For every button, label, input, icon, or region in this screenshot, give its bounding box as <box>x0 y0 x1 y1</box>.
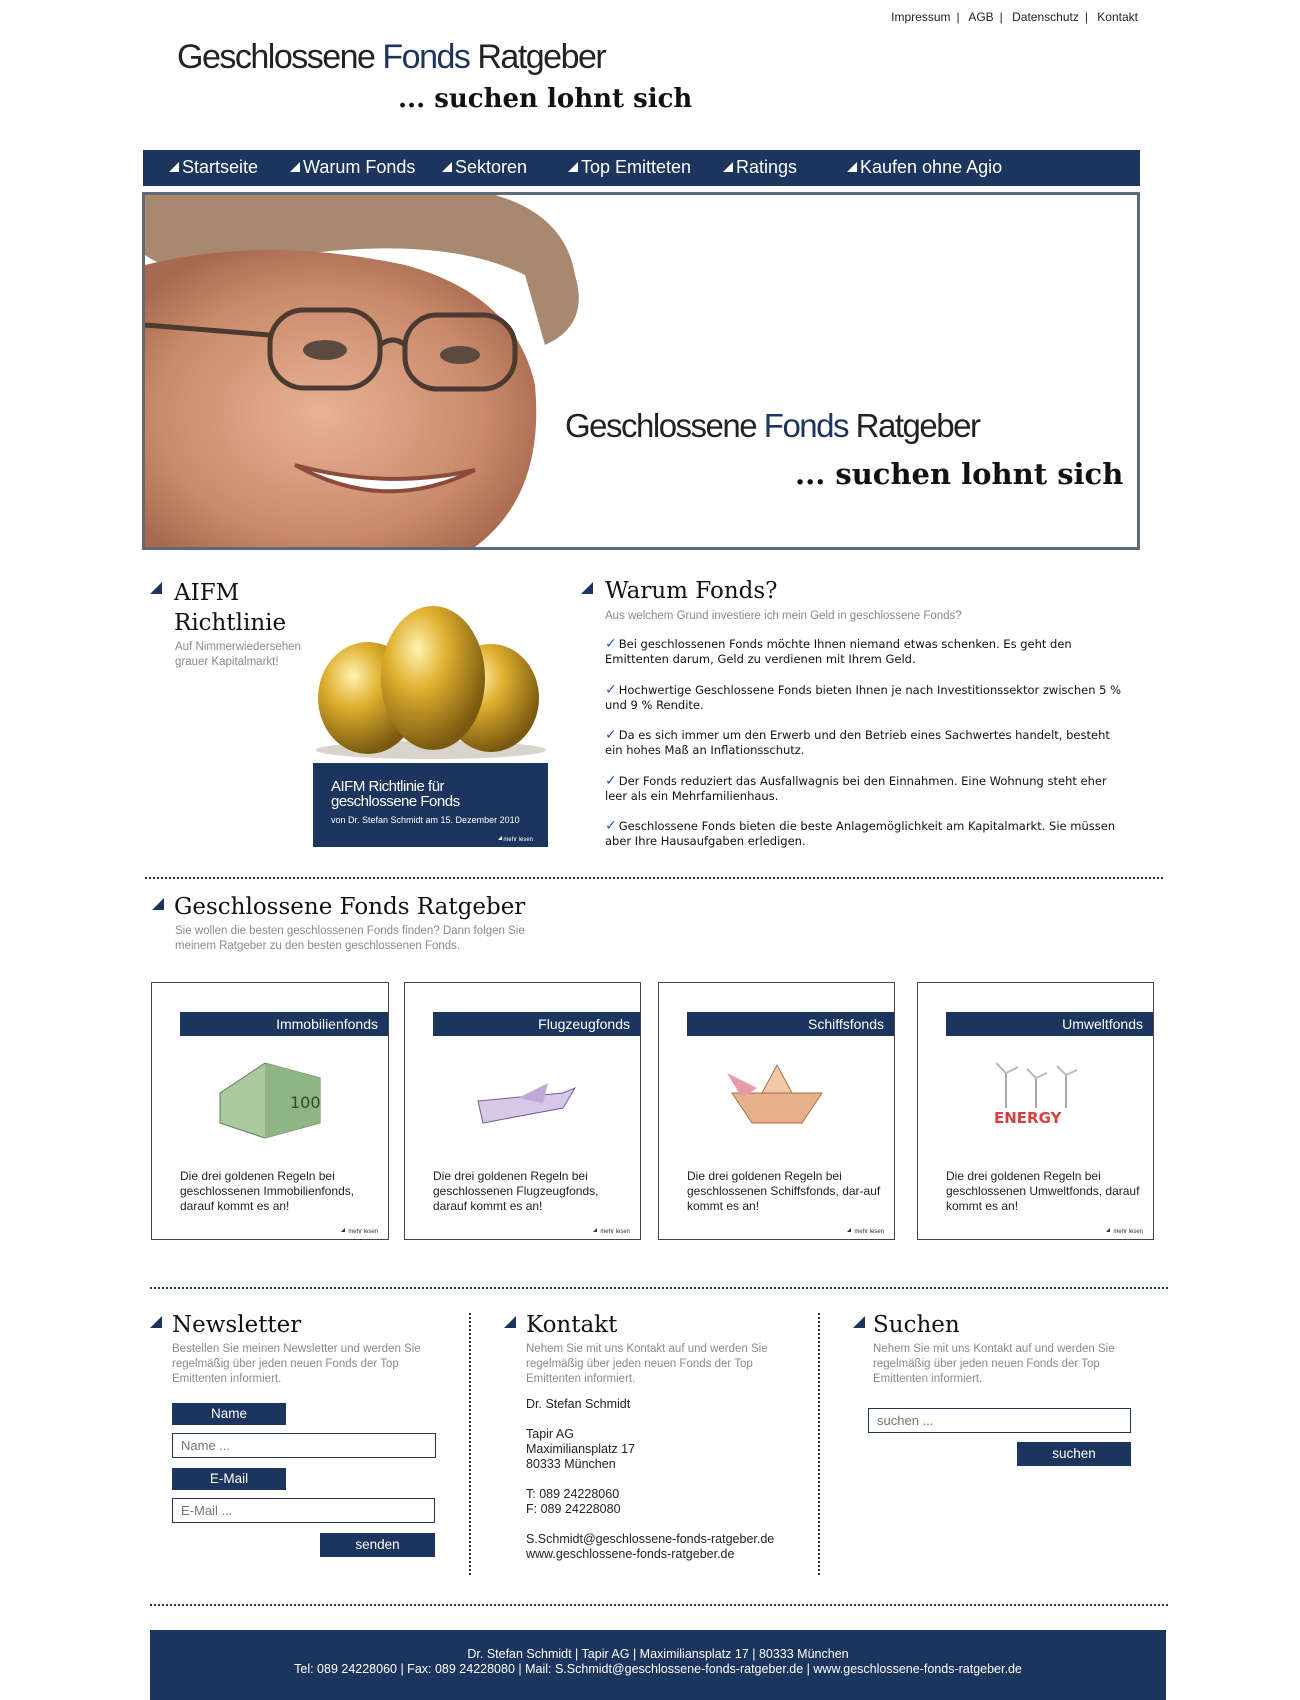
nav-ratings[interactable] <box>723 157 797 178</box>
hero-banner <box>142 192 1140 550</box>
impressum-link[interactable]: Impressum <box>891 10 951 24</box>
point-text: Geschlossene Fonds bieten die beste Anlagemöglichkeit am Kapitalmarkt. Sie müssen aber Ihre Hausaufgaben erledigen. <box>605 819 1116 848</box>
name-input[interactable] <box>172 1433 436 1458</box>
newsletter-title: Newsletter <box>172 1312 302 1338</box>
search-input[interactable] <box>868 1408 1131 1433</box>
column-divider <box>469 1313 471 1575</box>
column-divider <box>818 1313 820 1575</box>
triangle-icon <box>498 836 502 840</box>
triangle-icon <box>290 162 300 172</box>
nav-label: Top Emitteten <box>581 157 692 177</box>
contact-web-link[interactable]: www.geschlossene-fonds-ratgeber.de <box>526 1547 735 1561</box>
nav-label: Sektoren <box>455 157 528 177</box>
site-tagline: ... suchen lohnt sich <box>398 84 693 114</box>
nav-label: Ratings <box>736 157 798 177</box>
card-title: Flugzeugfonds <box>433 1012 640 1036</box>
aifm-title-line1: AIFM <box>174 580 240 606</box>
money-house-icon <box>210 1053 330 1143</box>
main-nav <box>143 150 1140 186</box>
footer-line-2: Tel: 089 24228060 | Fax: 089 24228080 | Mail: S.Schmidt@geschlossene-fonds-ratgeber.de | www.geschlossene-fonds-ratgeber.de <box>294 1662 1022 1676</box>
contact-fax: F: 089 24228080 <box>526 1502 621 1516</box>
nav-label: Kaufen ohne Agio <box>860 157 1003 177</box>
triangle-icon <box>150 1316 162 1328</box>
aifm-article-meta: von Dr. Stefan Schmidt am 15. Dezember 2010 <box>331 815 520 825</box>
paper-boat-icon <box>717 1053 837 1143</box>
point-text: Bei geschlossenen Fonds möchte Ihnen niemand etwas schenken. Es geht den Emittenten darum, Geld zu verdienen mit Ihrem Geld. <box>605 637 1072 666</box>
more-label: mehr lesen <box>854 1229 884 1235</box>
triangle-icon <box>442 162 452 172</box>
triangle-icon <box>341 1228 345 1232</box>
aifm-article-box[interactable] <box>313 763 548 847</box>
email-input[interactable] <box>172 1498 435 1523</box>
aifm-more-link[interactable] <box>498 836 533 843</box>
kontakt-title: Kontakt <box>526 1312 618 1338</box>
triangle-icon <box>853 1316 865 1328</box>
more-label: mehr lesen <box>503 837 533 843</box>
triangle-icon <box>152 898 164 910</box>
divider <box>150 1287 1168 1289</box>
warum-title: Warum Fonds? <box>605 578 778 604</box>
triangle-icon <box>847 1228 851 1232</box>
golden-eggs-image <box>313 600 549 760</box>
card-text: Die drei goldenen Regeln bei geschlossenen Immobilienfonds, darauf kommt es an! <box>180 1169 355 1213</box>
nav-top-emitteten[interactable] <box>568 157 691 178</box>
suchen-desc: Nehem Sie mit uns Kontakt auf und werden Sie regelmäßig über jeden neuen Fonds der Top Emittenten informiert. <box>873 1343 1115 1385</box>
contact-tel: T: 089 24228060 <box>526 1487 620 1501</box>
suchen-button[interactable]: suchen <box>1017 1442 1131 1466</box>
hero-logo-text-2: Ratgeber <box>848 407 980 444</box>
portrait-image <box>145 195 585 547</box>
card-immobilienfonds[interactable] <box>151 982 389 1240</box>
divider <box>150 1604 1168 1606</box>
name-label: Name <box>172 1403 286 1425</box>
check-icon: ✓ <box>605 773 617 789</box>
card-umweltfonds[interactable] <box>917 982 1154 1240</box>
warum-point <box>605 637 1125 667</box>
suchen-title: Suchen <box>873 1312 960 1338</box>
aifm-subtitle: Auf Nimmerwiedersehen grauer Kapitalmarkt! <box>175 641 301 668</box>
email-label: E-Mail <box>172 1468 286 1490</box>
contact-street: Maximiliansplatz 17 <box>526 1442 636 1456</box>
more-link[interactable] <box>341 1228 378 1235</box>
warum-point <box>605 774 1125 804</box>
more-label: mehr lesen <box>600 1229 630 1235</box>
nav-kaufen-ohne-agio[interactable] <box>847 157 1002 178</box>
triangle-icon <box>504 1316 516 1328</box>
agb-link[interactable]: AGB <box>968 10 994 24</box>
datenschutz-link[interactable]: Datenschutz <box>1012 10 1079 24</box>
hero-logo-text-1: Geschlossene <box>565 407 764 444</box>
site-logo[interactable] <box>177 38 605 77</box>
more-label: mehr lesen <box>348 1229 378 1235</box>
warum-subtitle: Aus welchem Grund investiere ich mein Geld in geschlossene Fonds? <box>605 610 962 622</box>
card-title: Schiffsfonds <box>687 1012 894 1036</box>
point-text: Da es sich immer um den Erwerb und den Betrieb eines Sachwertes handelt, besteht ein hohes Maß an Inflationsschutz. <box>605 728 1110 757</box>
hero-logo <box>565 407 979 445</box>
triangle-icon <box>581 582 593 594</box>
check-icon: ✓ <box>605 818 617 834</box>
money-text: 100 <box>290 1093 321 1112</box>
triangle-icon <box>1106 1228 1110 1232</box>
ratgeber-title: Geschlossene Fonds Ratgeber <box>174 894 526 920</box>
aifm-title <box>174 578 286 638</box>
hero-tagline: ... suchen lohnt sich <box>795 457 1124 491</box>
footer <box>150 1630 1166 1700</box>
paper-plane-icon <box>463 1053 583 1143</box>
nav-label: Warum Fonds <box>303 157 416 177</box>
warum-point <box>605 728 1125 758</box>
triangle-icon <box>723 162 733 172</box>
card-text: Die drei goldenen Regeln bei geschlossenen Schiffsfonds, dar-auf kommt es an! <box>687 1169 881 1213</box>
nav-sektoren[interactable] <box>442 157 527 178</box>
top-links: Impressum | AGB | Datenschutz | Kontakt <box>891 10 1138 24</box>
contact-name: Dr. Stefan Schmidt <box>526 1397 631 1411</box>
footer-line-1: Dr. Stefan Schmidt | Tapir AG | Maximiliansplatz 17 | 80333 München <box>467 1647 849 1661</box>
triangle-icon <box>150 582 162 594</box>
card-title: Immobilienfonds <box>180 1012 388 1036</box>
more-link[interactable] <box>847 1228 884 1235</box>
check-icon: ✓ <box>605 682 617 698</box>
energy-text: ENERGY <box>993 1109 1061 1127</box>
card-title: Umweltfonds <box>946 1012 1153 1036</box>
newsletter-desc: Bestellen Sie meinen Newsletter und werden Sie regelmäßig über jeden neuen Fonds der Top Emittenten informiert. <box>172 1343 421 1385</box>
warum-point <box>605 683 1125 713</box>
more-link[interactable] <box>1106 1228 1143 1235</box>
kontakt-link[interactable]: Kontakt <box>1097 10 1138 24</box>
check-icon: ✓ <box>605 636 617 652</box>
nav-warum-fonds[interactable] <box>290 157 415 178</box>
card-flugzeugfonds[interactable] <box>404 982 641 1240</box>
aifm-title-line2: Richtlinie <box>174 610 287 636</box>
nav-startseite[interactable] <box>169 157 258 178</box>
logo-text-fonds: Fonds <box>382 38 470 76</box>
divider <box>145 877 1163 879</box>
more-link[interactable] <box>593 1228 630 1235</box>
energy-windmill-icon <box>976 1053 1096 1143</box>
kontakt-desc: Nehem Sie mit uns Kontakt auf und werden Sie regelmäßig über jeden neuen Fonds der Top Emittenten informiert. <box>526 1343 768 1385</box>
card-text: Die drei goldenen Regeln bei geschlossenen Umweltfonds, darauf kommt es an! <box>946 1169 1140 1213</box>
triangle-icon <box>568 162 578 172</box>
nav-label: Startseite <box>182 157 259 177</box>
contact-city: 80333 München <box>526 1457 616 1471</box>
hero-logo-text-fonds: Fonds <box>763 407 849 444</box>
check-icon: ✓ <box>605 727 617 743</box>
warum-point <box>605 819 1125 849</box>
logo-text-1: Geschlossene <box>177 38 383 76</box>
ratgeber-subtitle: Sie wollen die besten geschlossenen Fonds finden? Dann folgen Sie meinem Ratgeber zu den besten geschlossenen Fonds. <box>175 925 525 952</box>
triangle-icon <box>847 162 857 172</box>
triangle-icon <box>593 1228 597 1232</box>
card-text: Die drei goldenen Regeln bei geschlossenen Flugzeugfonds, darauf kommt es an! <box>433 1169 599 1213</box>
point-text: Hochwertige Geschlossene Fonds bieten Ihnen je nach Investitionssektor zwischen 5 % und 9 % Rendite. <box>605 683 1122 712</box>
logo-text-2: Ratgeber <box>469 38 606 76</box>
triangle-icon <box>169 162 179 172</box>
point-text: Der Fonds reduziert das Ausfallwagnis bei den Einnahmen. Eine Wohnung steht eher leer als ein Mehrfamilienhaus. <box>605 774 1107 803</box>
contact-company: Tapir AG <box>526 1427 574 1441</box>
aifm-article-title: AIFM Richtlinie für geschlossene Fonds <box>331 778 460 810</box>
senden-button[interactable]: senden <box>320 1533 435 1557</box>
card-schiffsfonds[interactable] <box>658 982 895 1240</box>
more-label: mehr lesen <box>1113 1229 1143 1235</box>
contact-email-link[interactable]: S.Schmidt@geschlossene-fonds-ratgeber.de <box>526 1532 775 1546</box>
